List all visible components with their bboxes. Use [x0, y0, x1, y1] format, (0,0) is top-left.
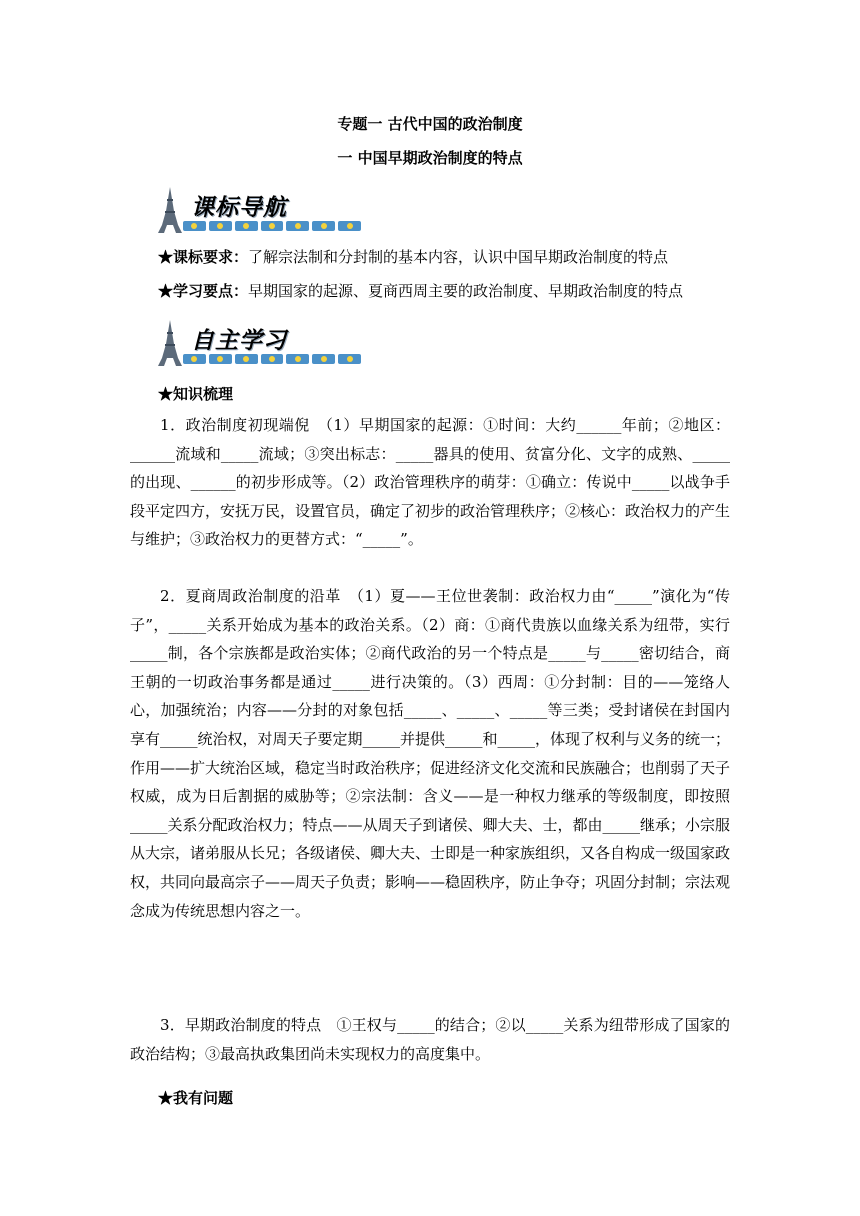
eiffel-tower-icon: [155, 318, 185, 368]
paragraph-2-text: 2．夏商周政治制度的沿革 （1）夏——王位世袭制：政治权力由“_____”演化为“传子”，_____关系开始成为基本的政治关系。（2）商：①商代贵族以血缘关系为纽带，实行_____制，各个宗族都是政治实体；②商代政治的另一个特点是_____与_____密切结合，商王朝的一切政治事务都是通过_____进行决策的。（3）西周：①分封制：目的——笼络人心，加强统治；内容——分封的对象包括_____、_____、_____等三类；受封诸侯在封国内享有_____统治权，对周天子要定期_____并提供_____和_____，体现了权利与义务的统一；作用——扩大统治区域，稳定当时政治秩序；促进经济文化交流和民族融合；也削弱了天子权威，成为日后割据的威胁等；②宗法制：含义——是一种权力继承的等级制度，即按照_____关系分配政治权力；特点——从周天子到诸侯、卿大夫、士，都由_____继承；小宗服从大宗，诸弟服从长兄；各级诸侯、卿大夫、士即是一种家族组织，又各自构成一级国家政权，共同向最高宗子——周天子负责；影响——稳固秩序，防止争夺；巩固分封制；宗法观念成为传统思想内容之一。: [130, 587, 731, 920]
requirement-label: ★课标要求：: [158, 248, 249, 266]
paragraph-3-text: 3．早期政治制度的特点 ①王权与_____的结合；②以_____关系为纽带形成了国家的政治结构；③最高执政集团尚未实现权力的高度集中。: [130, 1016, 730, 1063]
self-study-banner-text: 自主学习: [191, 328, 287, 354]
key-points-text: 早期国家的起源、夏商西周主要的政治制度、早期政治制度的特点: [248, 282, 684, 300]
guide-banner: [155, 185, 365, 237]
paragraph-1: [130, 411, 730, 554]
self-study-banner: [155, 318, 365, 370]
knowledge-label: ★知识梳理: [158, 385, 234, 403]
banner-stripe: [183, 221, 361, 231]
questions-label: ★我有问题: [158, 1089, 234, 1107]
paragraph-2: [130, 582, 730, 925]
eiffel-tower-icon: [155, 185, 185, 235]
paragraph-1-text: 1．政治制度初现端倪 （1）早期国家的起源：①时间：大约______年前；②地区：______流域和_____流域；③突出标志：_____器具的使用、贫富分化、文字的成熟、_____的出现、______的初步形成等。（2）政治管理秩序的萌芽：①确立：传说中_____以战争手段平定四方，安抚万民，设置官员，确定了初步的政治管理秩序；②核心：政治权力的产生与维护；③政治权力的更替方式：“_____”。: [130, 416, 731, 549]
key-points-label: ★学习要点：: [158, 282, 249, 300]
lesson-title: 一 中国早期政治制度的特点: [337, 149, 523, 167]
banner-stripe: [183, 354, 361, 364]
page-title: 专题一 古代中国的政治制度: [337, 115, 523, 133]
key-points-line: [158, 280, 683, 301]
requirement-line: [158, 246, 668, 267]
requirement-text: 了解宗法制和分封制的基本内容，认识中国早期政治制度的特点: [248, 248, 669, 266]
guide-banner-text: 课标导航: [191, 195, 287, 221]
paragraph-3: [130, 1011, 730, 1068]
